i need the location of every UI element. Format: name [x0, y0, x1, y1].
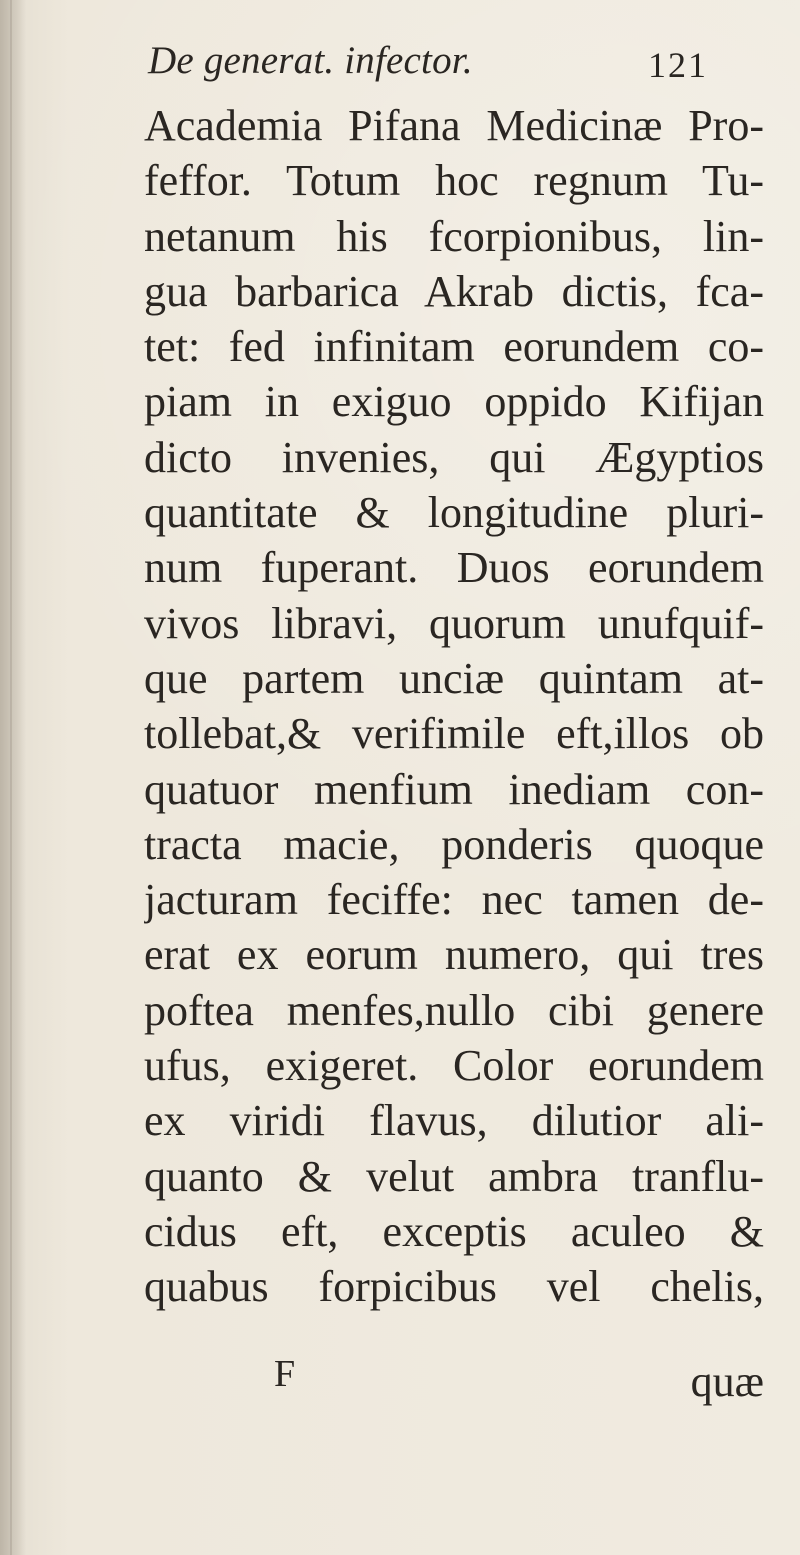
catchword: quæ	[690, 1357, 764, 1406]
text-line: quantitate & longitudine pluri-	[144, 488, 764, 538]
binding-gutter	[0, 0, 26, 1555]
running-title: De generat. infector.	[148, 39, 473, 82]
text-line: num fuperant. Duos eorundem	[144, 543, 764, 593]
text-line: que partem unciæ quintam at-	[144, 653, 764, 703]
text-line: cidus eft, exceptis aculeo &	[144, 1206, 764, 1256]
binding-edge	[10, 0, 12, 1555]
text-line: tet: fed infinitam eorundem co-	[144, 322, 764, 372]
text-line: tracta macie, ponderis quoque	[144, 819, 764, 869]
text-line: piam in exiguo oppido Kifijan	[144, 377, 764, 427]
signature-mark: F	[274, 1353, 296, 1395]
text-line: jacturam feciffe: nec tamen de-	[144, 875, 764, 925]
page-footer	[144, 1352, 764, 1412]
text-line: ex viridi flavus, dilutior ali-	[144, 1096, 764, 1146]
text-line: dicto invenies, qui Ægyptios	[144, 432, 764, 482]
page-number: 121	[648, 45, 708, 85]
text-line: quanto & velut ambra tranflu-	[144, 1151, 764, 1201]
text-line: feffor. Totum hoc regnum Tu-	[144, 156, 764, 206]
body-text	[144, 98, 764, 1315]
text-line: poftea menfes,nullo cibi genere	[144, 985, 764, 1035]
text-line: gua barbarica Akrab dictis, fca-	[144, 266, 764, 316]
running-head	[148, 38, 708, 88]
text-line: tollebat,& verifimile eft,illos ob	[144, 709, 764, 759]
text-line: vivos libravi, quorum unufquif-	[144, 598, 764, 648]
text-line: quabus forpicibus vel chelis,	[144, 1262, 764, 1312]
text-line: erat ex eorum numero, qui tres	[144, 930, 764, 980]
text-line: quatuor menfium inediam con-	[144, 764, 764, 814]
text-line: Academia Pifana Medicinæ Pro-	[144, 101, 764, 150]
text-line: ufus, exigeret. Color eorundem	[144, 1041, 764, 1091]
text-line: netanum his fcorpionibus, lin-	[144, 211, 764, 261]
